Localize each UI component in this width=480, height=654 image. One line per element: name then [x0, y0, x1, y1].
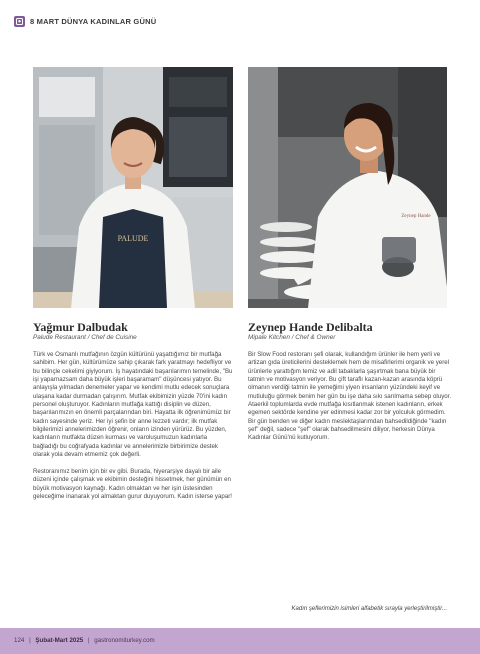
- paragraph: Bir Slow Food restoranı şefi olarak, kullandığım ürünler ile hem yerli ve artizan gıda üreticilerini desteklemek hem de misafirlerimi organik ve yerel ürünlerle yarattığım temiz ve adil tabaklarla şaşırtmak bana büyük bir tatmin ve motivasyon veriyor. Bu çift taraflı kazan-kazan arasında köprü olmanın verdiği tatmin ile yemeğimi yiyen insanların yüzündeki keyif ve mutluluğu görmek benim her gün bu işe daha sıkı sarılmama sebep oluyor. Ataerkil toplumlarda evde mutfağa kısıtlanmak istenen kadınların, erkek egemen sektörde kendine yer edinmesi kadar zor bir yolculuk görmedim. Bir gün benden ve diğer kadın meslektaşlarımdan bahsedildiğinde "kadın şef" değil, sadece "şef" olarak bahsedilmesini diliyor, herkesin Dünya Kadınlar Günü'nü kutluyorum.: [248, 351, 452, 442]
- chef-photo-yagmur: [33, 67, 233, 308]
- alphabetical-order-note: Kadın şeflerimizin isimleri alfabetik sırayla yerleştirilmiştir...: [291, 606, 447, 612]
- footer-text: 124 | Şubat-Mart 2025 | gastronomiturkey.com: [14, 637, 155, 644]
- page-footer: [0, 628, 480, 654]
- article-text-left: [33, 351, 233, 501]
- section-header: [14, 14, 156, 28]
- paragraph: Türk ve Osmanlı mutfağının özgün kültürünü yaşattığımız bir mutfağa sahibim. Her gün, kültürümüze sahip çıkarak fark yaratmayı hedefliyor ve bu bilinçle cekelimi giyiyorum. İş hayatındaki başarılarımın temelinde, "Bu işi yaparnazsam daha büyük işleri başaramam" düşüncesi yatıyor. Bu anlayışla yılmadan denemeler yapar ve kendimi mutlu edecek sonuçlara ulaşana kadar durmadan çalışırım. Mutfak ekibimizin yüzde 70'ini kadın personel oluşturuyor. Kadınların mutfağa kattığı disiplin ve düzen, başarılarımızın en önemli parçalarından biri. Hayatta ilk öğrenimümüz bir kadın sayesinde yeriz. Her iyi şefin bir anne lezzeti vardır; ilk mutfak bilgilerimizi annelerimizden öğrenir, onların izinden yürürüz. Bu yüzden, kadınların mutfakta düzen kurması ve varoluşumuzun kadınlarla bağladığı bu coğrafyada kadınlar ve annelerimizle birbirimize destek olarak yola devam etmemiz çok değerli.: [33, 351, 233, 459]
- article-text-right: [248, 351, 453, 443]
- apron-logo: PALUDE: [117, 234, 149, 243]
- chef-role-left: Palude Restaurant / Chef de Cuisine: [33, 334, 137, 341]
- section-title: 8 MART DÜNYA KADINLAR GÜNÜ: [30, 16, 157, 26]
- chef-name-right: Zeynep Hande Delibalta: [248, 320, 373, 334]
- website-link[interactable]: gastronomiturkey.com: [94, 637, 155, 644]
- jacket-embroidery: Zeynep Hande: [401, 214, 431, 219]
- chef-role-right: Mipale Kitchen / Chef & Owner: [248, 334, 336, 341]
- paragraph: Restoranımız benim için bir ev gibi. Burada, hiyerarşiye dayalı bir aile düzeni içinde çalışmak ve ekibimin desteğini hissetmek, her günümün en büyük motivasyon kaynağı. Kadın olmaktan ve her işin üstesinden geleceğime inanarak yol almaktan gurur duyuyorum. Kadın isterse yapar!: [33, 467, 232, 500]
- chef-photo-zeynep: [248, 67, 447, 308]
- issue-date: Şubat-Mart 2025: [35, 637, 84, 644]
- women-day-icon: [14, 16, 25, 27]
- chef-name-left: Yağmur Dalbudak: [33, 320, 128, 334]
- page-number: 124: [14, 637, 25, 644]
